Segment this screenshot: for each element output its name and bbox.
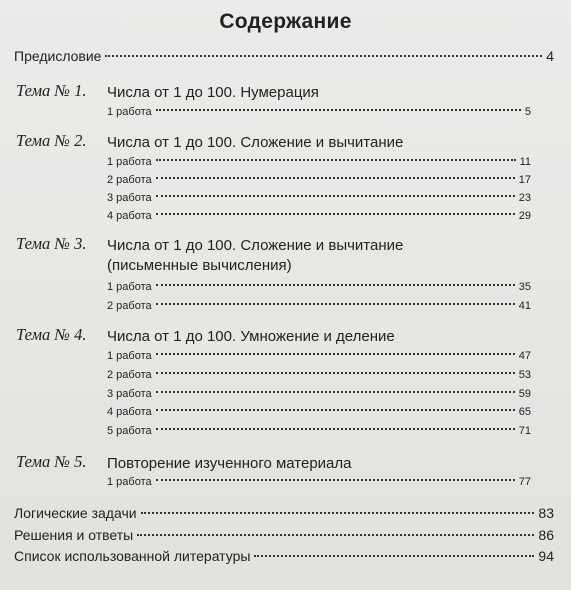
topic-label: Тема № 4. (16, 325, 87, 344)
work-label: 2 работа (107, 369, 152, 381)
dot-leader (156, 372, 515, 374)
work-label: 1 работа (107, 106, 152, 118)
work-label: 1 работа (107, 281, 152, 293)
work-row (107, 210, 531, 222)
topic-label: Тема № 3. (16, 234, 87, 253)
toc-tail-label: Логические задачи (14, 505, 137, 521)
work-page: 65 (518, 406, 531, 418)
toc-tail-row (14, 527, 554, 543)
dot-leader (105, 55, 542, 57)
work-row (107, 388, 531, 400)
work-row (107, 281, 531, 293)
work-row (107, 106, 531, 118)
work-row (107, 406, 531, 418)
work-page: 59 (518, 388, 531, 400)
topic-title: Числа от 1 до 100. Умножение и деление (107, 328, 395, 345)
work-page: 47 (518, 350, 531, 362)
topic-title-line-2: (письменные вычисления) (107, 257, 292, 274)
dot-leader (156, 353, 515, 355)
work-label: 1 работа (107, 476, 152, 488)
work-page: 41 (518, 300, 531, 312)
work-page: 23 (518, 192, 531, 204)
work-label: 2 работа (107, 174, 152, 186)
dot-leader (156, 109, 521, 111)
dot-leader (254, 555, 534, 557)
work-row (107, 369, 531, 381)
work-label: 3 работа (107, 192, 152, 204)
dot-leader (156, 303, 515, 305)
work-label: 4 работа (107, 210, 152, 222)
work-label: 4 работа (107, 406, 152, 418)
work-label: 1 работа (107, 350, 152, 362)
dot-leader (156, 177, 515, 179)
work-row (107, 192, 531, 204)
dot-leader (156, 159, 516, 161)
work-label: 3 работа (107, 388, 152, 400)
work-page: 71 (518, 425, 531, 437)
toc-preface-page: 4 (546, 48, 554, 64)
work-label: 5 работа (107, 425, 152, 437)
work-page: 77 (518, 476, 531, 488)
work-label: 2 работа (107, 300, 152, 312)
work-row (107, 425, 531, 437)
dot-leader (156, 284, 515, 286)
dot-leader (156, 195, 515, 197)
toc-tail-page: 83 (538, 505, 554, 521)
work-row (107, 350, 531, 362)
topic-label: Тема № 5. (16, 452, 87, 471)
work-label: 1 работа (107, 156, 152, 168)
topic-title: Числа от 1 до 100. Сложение и вычитание (107, 134, 404, 151)
topic-label: Тема № 1. (16, 81, 87, 100)
dot-leader (156, 479, 515, 481)
work-page: 53 (518, 369, 531, 381)
toc-tail-row (14, 505, 554, 521)
toc-tail-row (14, 548, 554, 564)
toc-preface-label: Предисловие (14, 48, 102, 64)
dot-leader (137, 534, 534, 536)
toc-tail-label: Решения и ответы (14, 527, 134, 543)
page-title: Содержание (219, 10, 352, 33)
work-row (107, 174, 531, 186)
dot-leader (141, 512, 535, 514)
work-row (107, 476, 531, 488)
topic-title: Числа от 1 до 100. Нумерация (107, 84, 319, 101)
dot-leader (156, 428, 515, 430)
dot-leader (156, 391, 515, 393)
work-row (107, 300, 531, 312)
work-row (107, 156, 531, 168)
work-page: 35 (518, 281, 531, 293)
topic-title: Повторение изученного материала (107, 455, 352, 472)
topic-label: Тема № 2. (16, 131, 87, 150)
toc-tail-page: 86 (538, 527, 554, 543)
work-page: 11 (519, 156, 531, 168)
dot-leader (156, 213, 515, 215)
toc-tail-label: Список использованной литературы (14, 548, 251, 564)
dot-leader (156, 409, 515, 411)
toc-preface-row (14, 48, 554, 64)
work-page: 29 (518, 210, 531, 222)
work-page: 17 (518, 174, 531, 186)
toc-tail-page: 94 (538, 548, 554, 564)
work-page: 5 (524, 106, 531, 118)
topic-title: Числа от 1 до 100. Сложение и вычитание (107, 237, 404, 254)
